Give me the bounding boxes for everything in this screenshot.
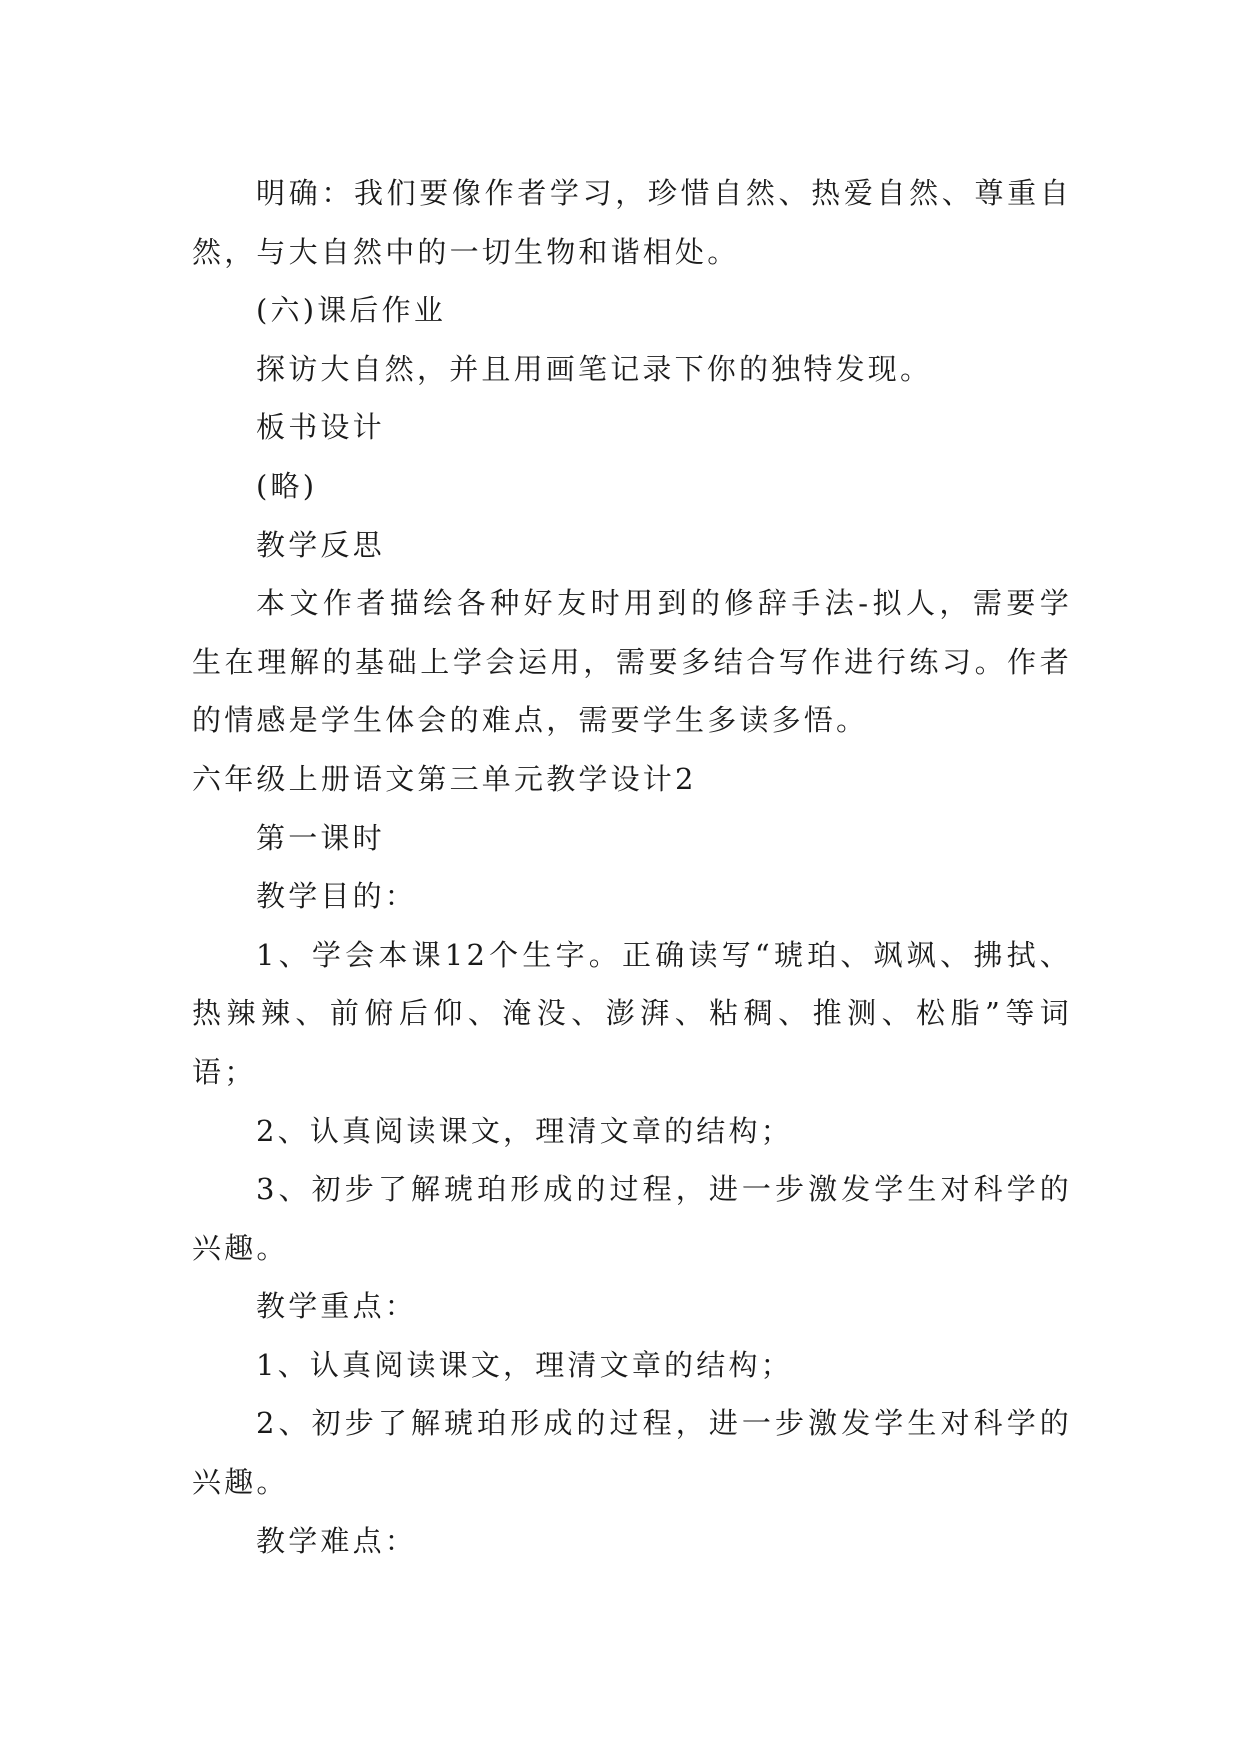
paragraph-key-point-2: 2、初步了解琥珀形成的过程，进一步激发学生对科学的兴趣。 bbox=[192, 1406, 1072, 1500]
paragraph-objective-1: 1、学会本课12个生字。正确读写“琥珀、飒飒、拂拭、热辣辣、前俯后仰、淹没、澎湃、粘稠、推测、松脂”等词语； bbox=[192, 937, 1072, 1089]
paragraph-board-design-heading: 板书设计 bbox=[256, 410, 385, 445]
paragraph-reflection-heading: 教学反思 bbox=[256, 527, 385, 562]
paragraph-reflection: 本文作者描绘各种好友时用到的修辞手法-拟人，需要学生在理解的基础上学会运用，需要多结合写作进行练习。作者的情感是学生体会的难点，需要学生多读多悟。 bbox=[192, 586, 1072, 738]
paragraph-objective-3: 3、初步了解琥珀形成的过程，进一步激发学生对科学的兴趣。 bbox=[192, 1172, 1072, 1265]
paragraph-board-design: (略) bbox=[256, 468, 318, 503]
section-title: 六年级上册语文第三单元教学设计2 bbox=[192, 761, 697, 796]
paragraph-homework: 探访大自然，并且用画笔记录下你的独特发现。 bbox=[256, 351, 933, 386]
paragraph-key-points-heading: 教学重点： bbox=[256, 1289, 418, 1324]
paragraph-objective-2: 2、认真阅读课文，理清文章的结构； bbox=[256, 1113, 793, 1148]
paragraph-objectives-heading: 教学目的： bbox=[256, 879, 418, 914]
paragraph-key-point-1: 1、认真阅读课文，理清文章的结构； bbox=[256, 1347, 793, 1382]
paragraph-conclusion: 明确：我们要像作者学习，珍惜自然、热爱自然、尊重自然，与大自然中的一切生物和谐相处。 bbox=[192, 176, 1072, 269]
paragraph-homework-heading: (六)课后作业 bbox=[256, 293, 447, 328]
paragraph-difficulties-heading: 教学难点： bbox=[256, 1523, 418, 1558]
paragraph-lesson-heading: 第一课时 bbox=[256, 820, 385, 855]
document-body bbox=[192, 164, 1072, 1570]
